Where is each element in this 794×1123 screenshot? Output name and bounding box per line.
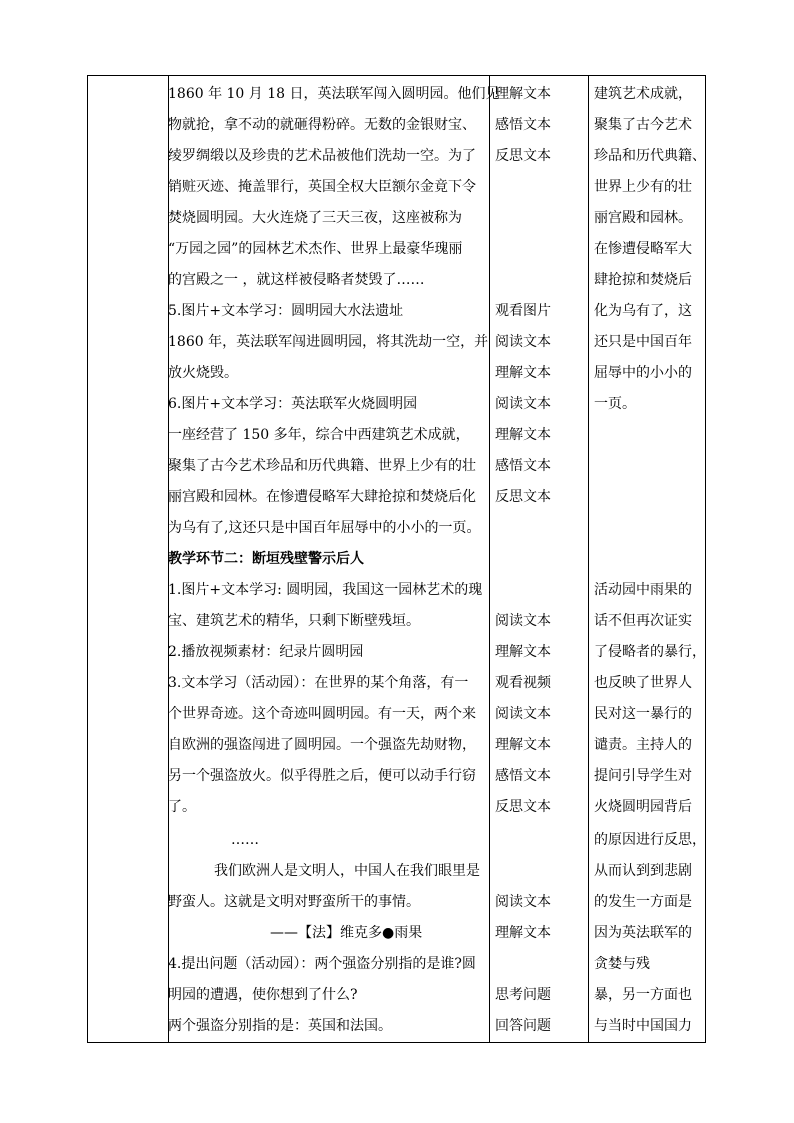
intent-line: 丽宫殿和园林。: [594, 210, 692, 226]
content-line: 1860 年，英法联军闯进圆明园，将其洗劫一空，并: [168, 334, 489, 350]
activity-line: 理解文本: [495, 427, 551, 443]
activity-line: 理解文本: [495, 365, 551, 381]
activity-line: 思考问题: [495, 987, 551, 1003]
intent-line: 的发生一方面是: [594, 894, 692, 910]
lesson-table: [87, 75, 706, 1043]
content-line: 宝、建筑艺术的精华，只剩下断壁残垣。: [168, 613, 420, 629]
content-line: 的宫殿之一 ，就这样被侵略者焚毁了……: [168, 272, 425, 288]
content-line: 3.文本学习（活动园）：在世界的某个角落，有一: [168, 675, 469, 691]
quote-line: 我们欧洲人是文明人，中国人在我们眼里是: [214, 863, 480, 879]
intent-line: 世界上少有的壮: [594, 179, 692, 195]
intent-line: 在惨遭侵略军大: [594, 241, 692, 257]
content-line: 放火烧毁。: [168, 365, 238, 381]
activity-line: 理解文本: [495, 86, 551, 102]
content-line: “万园之园”的园林艺术杰作、世界上最豪华瑰丽: [168, 241, 463, 257]
intent-line: 与当时中国国力: [594, 1018, 692, 1034]
activity-line: 阅读文本: [495, 613, 551, 629]
content-line: 5.图片+文本学习：圆明园大水法遗址: [168, 303, 404, 319]
activity-line: 反思文本: [495, 799, 551, 815]
intent-line: 屈辱中的小小的: [594, 365, 692, 381]
content-line: 另一个强盗放火。似乎得胜之后，便可以动手行窃: [168, 768, 476, 784]
intent-line: 民对这一暴行的: [594, 706, 692, 722]
content-line: 1.图片+文本学习: 圆明园，我国这一园林艺术的瑰: [168, 582, 483, 598]
intent-line: 话不但再次证实: [594, 613, 692, 629]
content-line: 一座经营了 150 多年，综合中西建筑艺术成就，: [168, 427, 470, 443]
intent-line: 珍品和历代典籍、: [594, 148, 706, 164]
content-line: 为乌有了,这还只是中国百年屈辱中的小小的一页。: [168, 520, 481, 536]
intent-line: 从而认到到悲剧: [594, 863, 692, 879]
content-line: 焚烧圆明园。大火连烧了三天三夜，这座被称为: [168, 210, 462, 226]
intent-line: 火烧圆明园背后: [594, 799, 692, 815]
activity-line: 感悟文本: [495, 117, 551, 133]
intent-line: 谴责。主持人的: [594, 737, 692, 753]
quote-line: 野蛮人。这就是文明对野蛮所干的事情。: [168, 894, 420, 910]
activity-line: 理解文本: [495, 737, 551, 753]
content-line: 聚集了古今艺术珍品和历代典籍、世界上少有的壮: [168, 458, 476, 474]
activity-line: 理解文本: [495, 644, 551, 660]
activity-line: 阅读文本: [495, 894, 551, 910]
intent-line: 化为乌有了，这: [594, 303, 692, 319]
teaching-content-column: [168, 76, 500, 1042]
activity-line: 回答问题: [495, 1018, 551, 1034]
intent-line: 因为英法联军的: [594, 925, 692, 941]
activity-line: 感悟文本: [495, 458, 551, 474]
content-line: 自欧洲的强盗闯进了圆明园。一个强盗先劫财物，: [168, 737, 476, 753]
intent-line: 的原因进行反思，: [594, 832, 706, 848]
content-line: 1860 年 10 月 18 日，英法联军闯入圆明园。他们见: [168, 86, 500, 102]
activity-line: 阅读文本: [495, 706, 551, 722]
content-line: 丽宫殿和园林。在惨遭侵略军大肆抢掠和焚烧后化: [168, 489, 476, 505]
intent-line: 建筑艺术成就，: [594, 86, 692, 102]
content-line: 绫罗绸缎以及珍贵的艺术品被他们洗劫一空。为了: [168, 148, 476, 164]
intent-line: 了侵略者的暴行，: [594, 644, 706, 660]
intent-line: 提问引导学生对: [594, 768, 692, 784]
intent-line: 也反映了世界人: [594, 675, 692, 691]
activity-line: 感悟文本: [495, 768, 551, 784]
activity-line: 理解文本: [495, 925, 551, 941]
activity-line: 阅读文本: [495, 334, 551, 350]
activity-line: 反思文本: [495, 148, 551, 164]
intent-line: 一页。: [594, 396, 636, 412]
design-intent-column: [594, 76, 707, 1042]
student-activity-column: [495, 76, 585, 1042]
column-divider: [588, 76, 589, 1042]
content-line: 了。: [168, 799, 196, 815]
content-line: 4.提出问题（活动园）：两个强盗分别指的是谁?圆: [168, 956, 476, 972]
activity-line: 反思文本: [495, 489, 551, 505]
section-heading: 教学环节二：断垣残壁警示后人: [168, 551, 364, 567]
intent-line: 暴，另一方面也: [594, 987, 692, 1003]
intent-line: 聚集了古今艺术: [594, 117, 692, 133]
intent-line: 活动园中雨果的: [594, 582, 692, 598]
content-line: 明园的遭遇，使你想到了什么?: [168, 987, 358, 1003]
intent-line: 贪婪与残: [594, 956, 650, 972]
quote-attribution: ——【法】维克多●雨果: [270, 925, 423, 941]
content-line: 销赃灭迹、掩盖罪行，英国全权大臣额尔金竟下令: [168, 179, 476, 195]
intent-line: 肆抢掠和焚烧后: [594, 272, 692, 288]
content-line: 6.图片+文本学习：英法联军火烧圆明园: [168, 396, 418, 412]
ellipsis-line: ……: [231, 832, 259, 848]
content-line: 两个强盗分别指的是：英国和法国。: [168, 1018, 392, 1034]
activity-line: 观看视频: [495, 675, 551, 691]
activity-line: 观看图片: [495, 303, 551, 319]
intent-line: 还只是中国百年: [594, 334, 692, 350]
content-line: 个世界奇迹。这个奇迹叫圆明园。有一天，两个来: [168, 706, 476, 722]
content-line: 2.播放视频素材：纪录片圆明园: [168, 644, 364, 660]
activity-line: 阅读文本: [495, 396, 551, 412]
content-line: 物就抢，拿不动的就砸得粉碎。无数的金银财宝、: [168, 117, 476, 133]
